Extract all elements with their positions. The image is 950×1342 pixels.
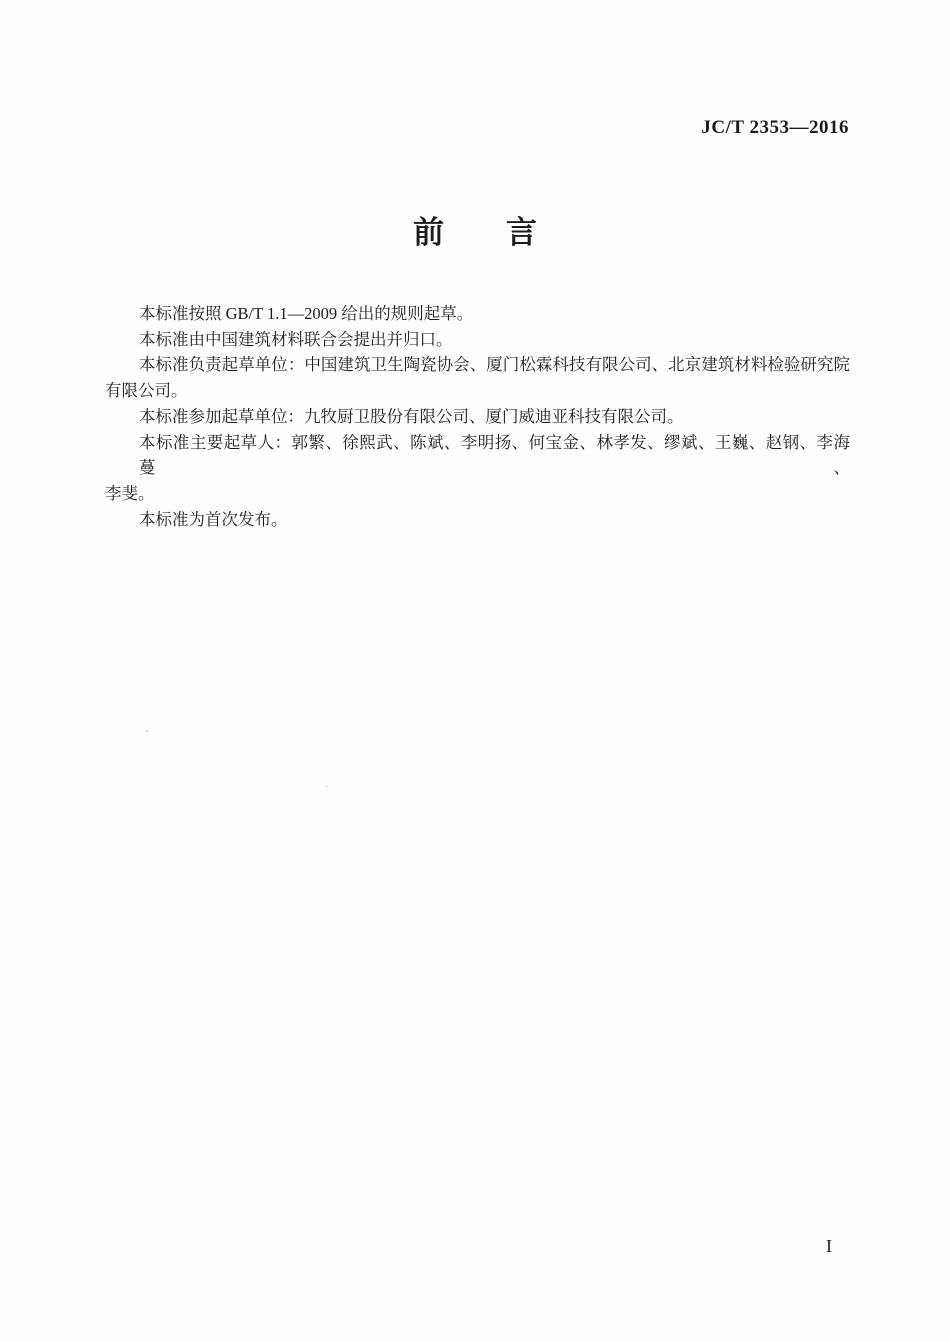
body-line: 本标准负责起草单位：中国建筑卫生陶瓷协会、厦门松霖科技有限公司、北京建筑材料检验研究院 <box>139 355 850 375</box>
scan-speck <box>326 786 328 787</box>
page-title: 前 言 <box>413 215 537 250</box>
body-line: 本标准主要起草人：郭繁、徐熙武、陈斌、李明扬、何宝金、林孝发、缪斌、王巍、赵钢、李海蔓、 <box>139 432 850 478</box>
page-number: I <box>826 1236 833 1256</box>
scan-speck <box>146 730 148 732</box>
body-line: 李斐。 <box>105 483 155 503</box>
standard-number: JC/T 2353—2016 <box>701 117 849 138</box>
body-line: 有限公司。 <box>105 381 188 401</box>
body-line: 本标准参加起草单位：九牧厨卫股份有限公司、厦门威迪亚科技有限公司。 <box>139 406 684 426</box>
body-line: 本标准为首次发布。 <box>139 509 288 529</box>
foreword-body <box>105 301 850 532</box>
body-line: 本标准由中国建筑材料联合会提出并归口。 <box>139 329 453 349</box>
body-line: 本标准按照 GB/T 1.1—2009 给出的规则起草。 <box>139 304 474 323</box>
